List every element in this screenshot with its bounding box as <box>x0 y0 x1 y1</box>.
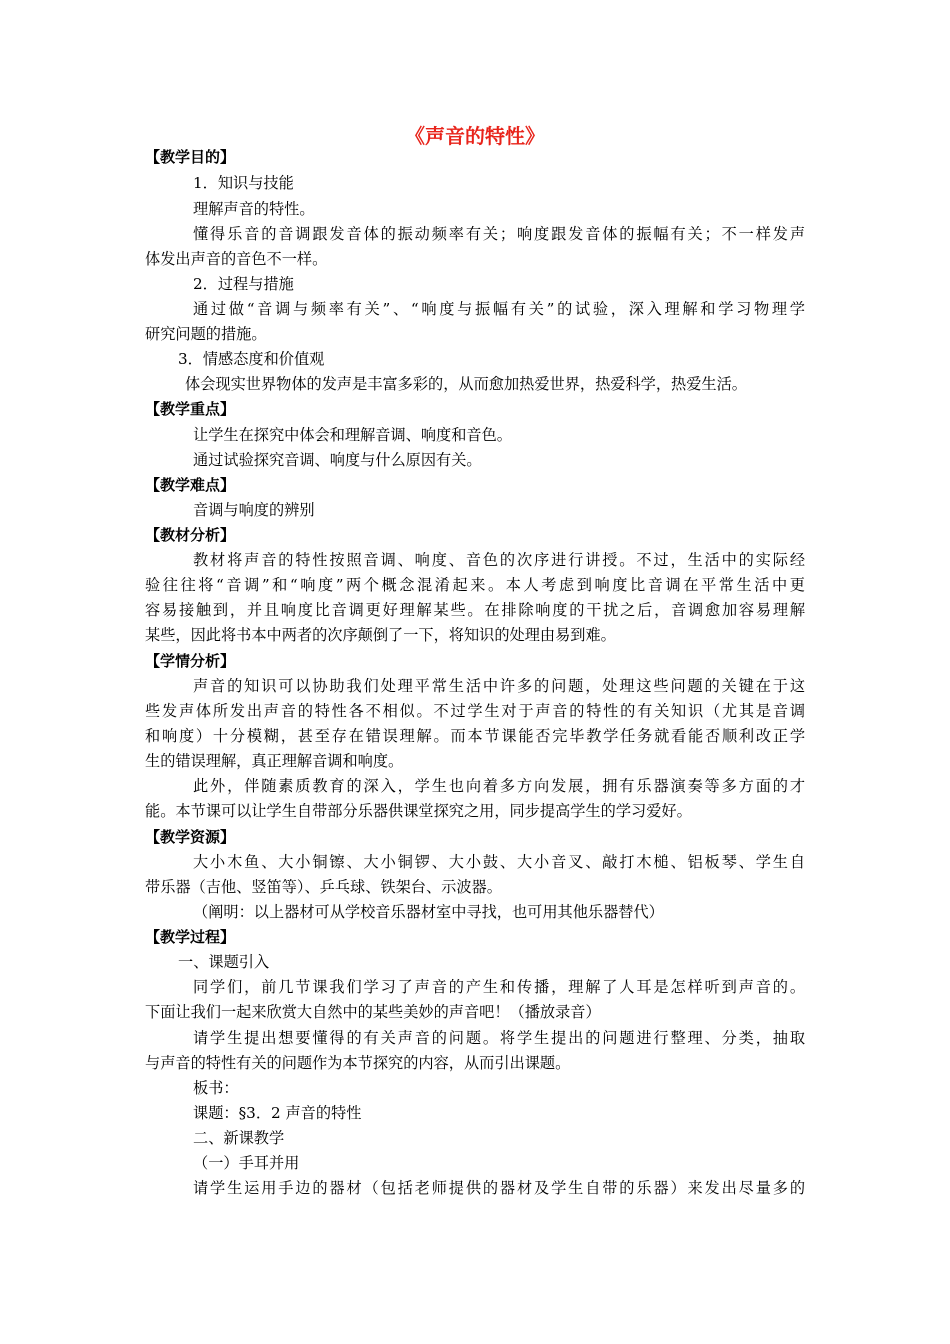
text-line: 让学生在探究中体会和理解音调、响度和音色。 <box>193 426 512 444</box>
text-line: 体发出声音的音色不一样。 <box>145 250 328 268</box>
text-line: 能。本节课可以让学生自带部分乐器供课堂探究之用，同步提高学生的学习爱好。 <box>145 802 692 820</box>
text-line: （一）手耳并用 <box>193 1154 300 1172</box>
text-line: 课题：§3．2 声音的特性 <box>193 1104 362 1122</box>
text-line: 3．情感态度和价值观 <box>178 350 325 368</box>
text-line: 与声音的特性有关的问题作为本节探究的内容，从而引出课题。 <box>145 1054 571 1072</box>
text-line: 2．过程与措施 <box>193 275 294 293</box>
text-line: 通过做“音调与频率有关”、“响度与振幅有关”的试验，深入理解和学习物理学 <box>193 300 805 318</box>
text-line: 体会现实世界物体的发声是丰富多彩的，从而愈加热爱世界，热爱科学，热爱生活。 <box>185 375 747 393</box>
section-heading: 【教学重点】 <box>145 400 236 418</box>
text-line: 些发声体所发出声音的特性各不相似。不过学生对于声音的特性的有关知识（尤其是音调 <box>145 702 805 720</box>
text-line: 懂得乐音的音调跟发音体的振动频率有关；响度跟发音体的振幅有关；不一样发声 <box>193 225 805 243</box>
section-heading: 【教学资源】 <box>145 828 236 846</box>
text-line: 带乐器（吉他、竖笛等）、乒乓球、铁架台、示波器。 <box>145 878 502 896</box>
section-heading: 【学情分析】 <box>145 652 236 670</box>
text-line: 此外，伴随素质教育的深入，学生也向着多方向发展，拥有乐器演奏等多方面的才 <box>193 777 805 795</box>
text-line: 通过试验探究音调、响度与什么原因有关。 <box>193 451 482 469</box>
text-line: 同学们，前几节课我们学习了声音的产生和传播，理解了人耳是怎样听到声音的。 <box>193 978 805 996</box>
text-line: 某些，因此将书本中两者的次序颠倒了一下，将知识的处理由易到难。 <box>145 626 616 644</box>
text-line: 一、课题引入 <box>178 953 270 971</box>
text-line: 研究问题的措施。 <box>145 325 267 343</box>
section-heading: 【教学难点】 <box>145 476 236 494</box>
text-line: 教材将声音的特性按照音调、响度、音色的次序进行讲授。不过，生活中的实际经 <box>193 551 805 569</box>
text-line: 和响度）十分模糊，甚至存在错误理解。而本节课能否完毕教学任务就看能否顺利改正学 <box>145 727 805 745</box>
text-line: 1．知识与技能 <box>193 174 294 192</box>
section-heading: 【教学过程】 <box>145 928 236 946</box>
text-line: 下面让我们一起来欣赏大自然中的某些美妙的声音吧！（播放录音） <box>145 1003 601 1021</box>
text-line: 板书： <box>193 1079 239 1097</box>
text-line: （阐明：以上器材可从学校音乐器材室中寻找，也可用其他乐器替代） <box>193 903 664 921</box>
text-line: 理解声音的特性。 <box>193 200 315 218</box>
text-line: 生的错误理解，真正理解音调和响度。 <box>145 752 404 770</box>
text-line: 声音的知识可以协助我们处理平常生活中许多的问题，处理这些问题的关键在于这 <box>193 677 805 695</box>
document-title: 《声音的特性》 <box>405 124 545 148</box>
section-heading: 【教材分析】 <box>145 526 236 544</box>
text-line: 二、新课教学 <box>193 1129 285 1147</box>
section-heading: 【教学目的】 <box>145 148 236 166</box>
text-line: 音调与响度的辨别 <box>193 501 315 519</box>
text-line: 验往往将“音调”和“响度”两个概念混淆起来。本人考虑到响度比音调在平常生活中更 <box>145 576 805 594</box>
text-line: 请学生提出想要懂得的有关声音的问题。将学生提出的问题进行整理、分类，抽取 <box>193 1029 805 1047</box>
text-line: 容易接触到，并且响度比音调更好理解某些。在排除响度的干扰之后，音调愈加容易理解 <box>145 601 805 619</box>
text-line: 请学生运用手边的器材（包括老师提供的器材及学生自带的乐器）来发出尽量多的 <box>193 1179 805 1197</box>
text-line: 大小木鱼、大小铜镲、大小铜锣、大小鼓、大小音叉、敲打木槌、铝板琴、学生自 <box>193 853 805 871</box>
